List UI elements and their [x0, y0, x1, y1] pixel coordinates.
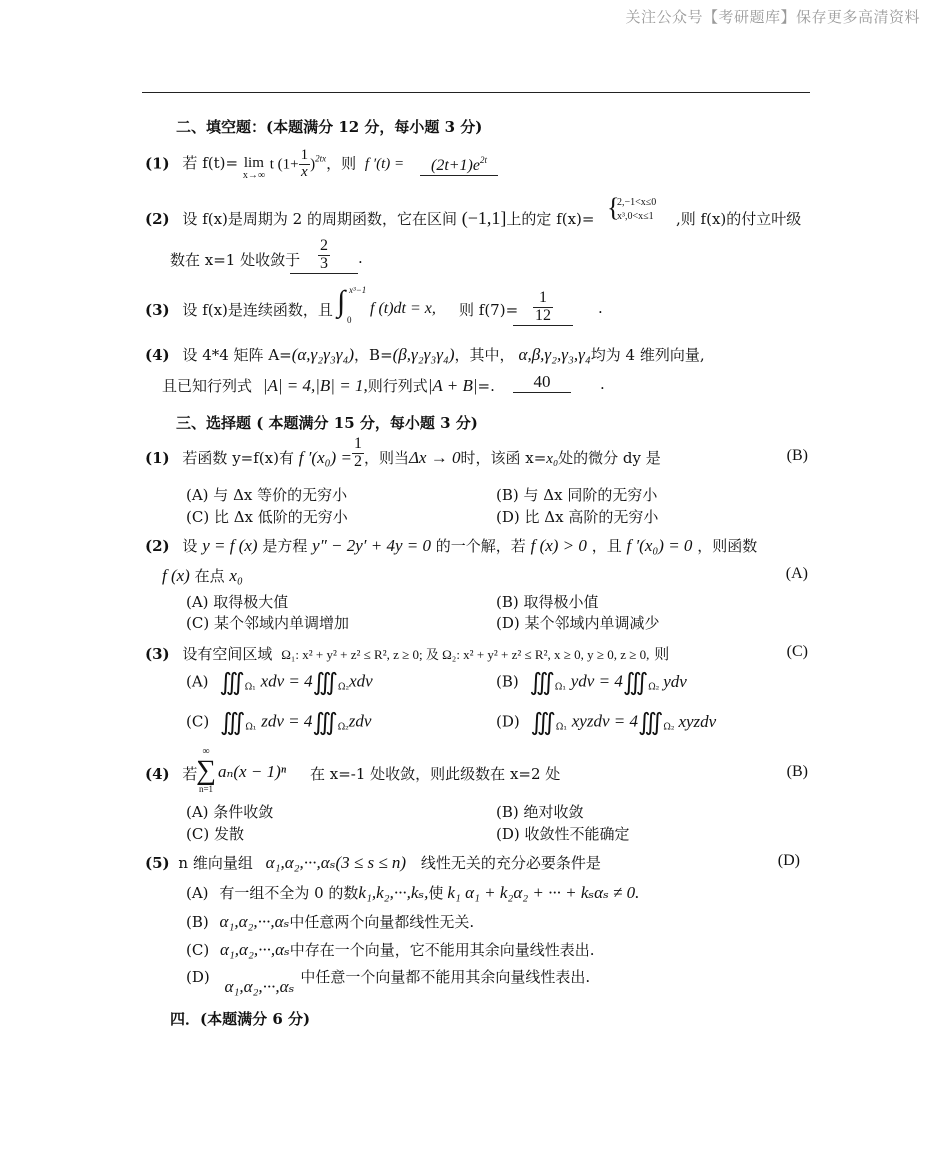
q3-2-option-c: (C) 某个邻域内单调增加	[186, 614, 349, 632]
q3-3-option-d	[496, 708, 716, 737]
frac-den: x	[301, 163, 308, 180]
integrand-2: xyzdv	[678, 711, 717, 731]
omega-1: Ω₁	[554, 682, 566, 693]
q3-2-eqn: y″ − 2y′ + 4y = 0	[312, 536, 432, 555]
q3-2-option-d: (D) 某个邻域内单调减少	[496, 614, 660, 632]
q3-2-text4: ，且	[591, 537, 622, 555]
option-d-vecs: α₁,α₂,···,αₛ	[224, 977, 295, 996]
integrand-2: zdv	[348, 711, 372, 731]
q3-4-option-c: (C) 发散	[186, 825, 244, 843]
q3-1-x0: x₀	[546, 451, 559, 467]
q2-1-fprime: f ′(t) =	[364, 156, 405, 173]
answer-den: 12	[535, 306, 551, 324]
q3-5-option-c	[186, 939, 595, 960]
q3-1	[145, 434, 661, 470]
q3-4	[145, 763, 197, 784]
q3-4-num: (4)	[145, 765, 170, 783]
q2-3-integrand: f (t)dt = x,	[370, 300, 436, 317]
option-a-text2: 使	[428, 884, 444, 902]
q3-2-cond1: f (x) > 0	[530, 536, 587, 555]
q3-1-key: (B)	[786, 447, 808, 464]
q3-2-text6: 在点	[194, 567, 225, 585]
q2-3-dot: .	[598, 299, 603, 317]
triple-integral-icon: ∭	[529, 670, 555, 696]
omega-2: Ω₂	[338, 682, 350, 693]
q3-4-text1: 若	[182, 765, 198, 783]
q3-2-text1: 设	[182, 537, 198, 555]
option-label: (A)	[186, 884, 209, 902]
q2-2-text2: 上的定 f(x)=	[506, 210, 595, 228]
section-4-title: 四．(本题满分 6 分)	[170, 1010, 311, 1028]
q3-3	[145, 643, 669, 664]
sum-lower: n=1	[198, 784, 214, 794]
q3-3-text1: 设有空间区域	[182, 645, 273, 663]
q3-3-regions: Ω₁: x² + y² + z² ≤ R², z ≥ 0; 及 Ω₂: x² + y² + z² ≤ R², x ≥ 0, y ≥ 0, z ≥ 0,	[281, 647, 650, 662]
q3-2-x0: x₀	[229, 566, 243, 585]
option-c-text: 中存在一个向量，它不能用其余向量线性表出.	[289, 941, 595, 959]
integral-icon: ∫	[337, 285, 346, 318]
q3-3-key: (C)	[786, 643, 808, 660]
q2-2-piecewise	[607, 193, 657, 224]
q3-5-vecs: α₁,α₂,···,αₛ(3 ≤ s ≤ n)	[265, 853, 407, 872]
option-a-sum: k₁ α₁ + k₂α₂ + ··· + kₛαₛ ≠ 0.	[447, 883, 640, 902]
triple-integral-icon: ∭	[622, 670, 649, 696]
q3-5	[145, 852, 601, 873]
q2-3	[145, 299, 333, 320]
q3-4-option-b: (B) 绝对收敛	[496, 803, 584, 821]
q3-1-text4: 处的微分 dy 是	[558, 449, 661, 467]
omega-2: Ω₂	[337, 722, 349, 733]
case-1: 2,−1<x≤0	[617, 197, 657, 208]
q3-3-num: (3)	[145, 645, 170, 663]
option-label: (C)	[186, 712, 210, 731]
q2-2-num: (2)	[145, 210, 170, 228]
q3-2-line2	[162, 565, 243, 586]
q2-1-body: t (1+	[269, 156, 299, 173]
q3-2-text3: 的一个解，若	[435, 537, 526, 555]
q3-3-option-b	[496, 668, 687, 697]
q3-2-option-a: (A) 取得极大值	[186, 593, 289, 611]
triple-integral-icon: ∭	[219, 710, 246, 736]
q3-4-sum	[196, 747, 216, 794]
omega-2: Ω₂	[648, 682, 660, 693]
answer-base: (2t+1)e	[430, 157, 480, 174]
option-label: (B)	[186, 913, 209, 931]
q3-5-option-a	[186, 882, 639, 903]
q2-3-num: (3)	[145, 301, 170, 319]
frac-num: 1	[353, 434, 362, 452]
q3-1-text1: 若函数 y=f(x)有	[182, 449, 294, 467]
q3-1-fprime: f ′(x₀) =	[298, 448, 352, 467]
q3-1-option-b: (B) 与 Δx 同阶的无穷小	[496, 486, 658, 504]
option-b-vecs: α₁,α₂,···,αₛ	[219, 912, 290, 931]
q3-2-num: (2)	[145, 537, 170, 555]
omega-2: Ω₂	[663, 722, 675, 733]
option-a-text1: 有一组不全为 0 的数	[219, 884, 359, 902]
q2-4-text4: 均为 4 维列向量,	[590, 346, 705, 364]
q2-3-text1: 设 f(x)是连续函数，且	[182, 301, 333, 319]
q2-1-close: )	[310, 156, 316, 173]
q3-5-option-b	[186, 911, 474, 932]
triple-integral-icon: ∭	[637, 710, 664, 736]
triple-integral-icon: ∭	[219, 670, 245, 696]
integral-lower: 0	[347, 315, 352, 325]
q3-4-option-d: (D) 收敛性不能确定	[496, 825, 630, 843]
watermark: 关注公众号【考研题库】保存更多高清资料	[625, 8, 920, 26]
header-rule	[142, 92, 810, 93]
q2-1-frac	[299, 148, 311, 181]
frac-num: 1	[300, 147, 309, 163]
section-2-title: 二、填空题：(本题满分 12 分，每小题 3 分)	[176, 118, 483, 136]
q2-1-exp: 2tx	[315, 153, 327, 164]
q2-1-answer	[420, 155, 498, 176]
matrix-b: (β,γ₂γ₃γ₄)	[392, 345, 455, 364]
q3-2-text5: ，则函数	[697, 537, 758, 555]
q3-2-y: y = f (x)	[202, 536, 258, 555]
option-d-text: 中任意一个向量都不能用其余向量线性表出.	[300, 968, 591, 986]
omega-1: Ω₁	[244, 682, 256, 693]
brace-icon: {	[607, 193, 620, 222]
sum-upper: ∞	[202, 746, 210, 757]
vectors: α,β,γ₂,γ₃,γ₄	[518, 345, 591, 364]
integrand: zdv = 4	[261, 711, 313, 731]
q3-5-num: (5)	[145, 854, 170, 872]
option-label: (A)	[186, 672, 209, 691]
frac-den: 2	[353, 452, 362, 470]
case-2: x³,0<x≤1	[617, 211, 654, 222]
sigma-icon: ∑	[196, 755, 216, 786]
q3-2-option-b: (B) 取得极小值	[496, 593, 599, 611]
det-values: |A| = 4,|B| = 1,	[262, 376, 368, 395]
q3-4-option-a: (A) 条件收敛	[186, 803, 274, 821]
q3-5-key: (D)	[777, 852, 800, 869]
q2-2-interval: (−1,1]	[461, 208, 507, 228]
q3-1-text3: 时，该函 x=	[460, 449, 547, 467]
q3-2-key: (A)	[785, 565, 808, 582]
q2-1-num: (1)	[145, 154, 170, 173]
q2-2-text3: ,则 f(x)的付立叶级	[676, 210, 802, 228]
q2-3-text2: 则 f(7)=	[459, 301, 519, 319]
q3-3-option-c	[186, 708, 371, 737]
lim-label: lim	[243, 155, 264, 171]
q2-2-line1	[145, 208, 594, 229]
q3-5-option-d	[186, 966, 591, 996]
matrix-a: (α,γ₂γ₃γ₄)	[291, 345, 355, 364]
q3-1-option-a: (A) 与 Δx 等价的无穷小	[186, 486, 348, 504]
omega-1: Ω₁	[555, 722, 567, 733]
triple-integral-icon: ∭	[312, 670, 338, 696]
q3-5-text2: 线性无关的充分必要条件是	[420, 854, 601, 872]
triple-integral-icon: ∭	[312, 710, 338, 736]
option-label: (D)	[496, 712, 520, 731]
q3-5-text1: n 维向量组	[178, 854, 253, 872]
option-c-vecs: α₁,α₂,···,αₛ	[219, 940, 290, 959]
answer-exp: 2t	[479, 155, 487, 165]
q2-1-limit	[243, 148, 265, 181]
q3-3-text2: 则	[654, 645, 670, 663]
q2-3-integral	[337, 285, 367, 325]
option-b-text: 中任意两个向量都线性无关.	[289, 913, 475, 931]
section-3-title: 三、选择题 ( 本题满分 15 分，每小题 3 分)	[176, 414, 478, 432]
q3-4-key: (B)	[786, 763, 808, 780]
answer-num: 2	[320, 237, 328, 254]
option-label: (C)	[186, 941, 210, 959]
q2-4-line2	[162, 375, 495, 396]
q2-4-line1	[145, 344, 705, 365]
integrand: ydv = 4	[570, 671, 623, 691]
integrand-2: xdv	[349, 671, 373, 691]
q3-2-fx: f (x)	[162, 566, 190, 585]
answer-num: 1	[533, 290, 553, 308]
q3-1-dx: Δx → 0	[408, 448, 461, 467]
q2-4-answer: 40	[513, 372, 571, 393]
q2-1-mid: ，则	[326, 154, 357, 173]
q3-1-option-c: (C) 比 Δx 低阶的无穷小	[186, 508, 348, 526]
q3-4-text2: 在 x=-1 处收敛，则此级数在 x=2 处	[310, 765, 561, 783]
q3-1-option-d: (D) 比 Δx 高阶的无穷小	[496, 508, 659, 526]
q2-2-dot: .	[358, 249, 363, 267]
omega-1: Ω₁	[245, 722, 257, 733]
q2-4-line2b: 则行列式	[367, 377, 428, 395]
triple-integral-icon: ∭	[530, 710, 556, 736]
q2-4-line2a: 且已知行列式	[162, 377, 253, 395]
q2-3-answer	[513, 290, 573, 326]
answer-den: 3	[320, 254, 328, 272]
q2-4-eq: =.	[477, 377, 495, 395]
q2-2-answer	[290, 238, 358, 274]
option-label: (B)	[496, 672, 519, 691]
q2-1-pre: 若 f(t)=	[182, 154, 239, 173]
q3-2-line1	[145, 535, 757, 556]
q3-2-cond2: f ′(x₀) = 0	[626, 536, 693, 555]
q2-2-text1: 设 f(x)是周期为 2 的周期函数，它在区间	[182, 210, 457, 228]
q3-3-option-a	[186, 668, 373, 697]
det-sum: |A + B|	[427, 376, 478, 395]
integral-upper: x³−1	[349, 285, 367, 295]
q2-4-num: (4)	[145, 346, 170, 364]
q2-4-dot: .	[600, 375, 605, 393]
q2-2-line2: 数在 x=1 处收敛于	[170, 251, 301, 269]
lim-sub: x→∞	[242, 170, 265, 181]
integrand: xyzdv = 4	[571, 711, 638, 731]
integrand: xdv = 4	[260, 671, 313, 691]
q3-1-num: (1)	[145, 449, 170, 467]
q2-4-text1: 设 4*4 矩阵 A=	[182, 346, 292, 364]
q2-4-text3: ，其中，	[454, 346, 515, 364]
q3-2-text2: 是方程	[262, 537, 308, 555]
option-a-k: k₁,k₂,···,kₛ,	[358, 883, 429, 902]
option-label: (D)	[186, 968, 210, 986]
q3-1-text2: ，则当	[363, 449, 409, 467]
q3-4-series: aₙ(x − 1)ⁿ	[218, 762, 287, 781]
q2-4-text2: ，B=	[354, 346, 393, 364]
q2-1	[145, 148, 404, 188]
integrand-2: ydv	[663, 671, 687, 691]
